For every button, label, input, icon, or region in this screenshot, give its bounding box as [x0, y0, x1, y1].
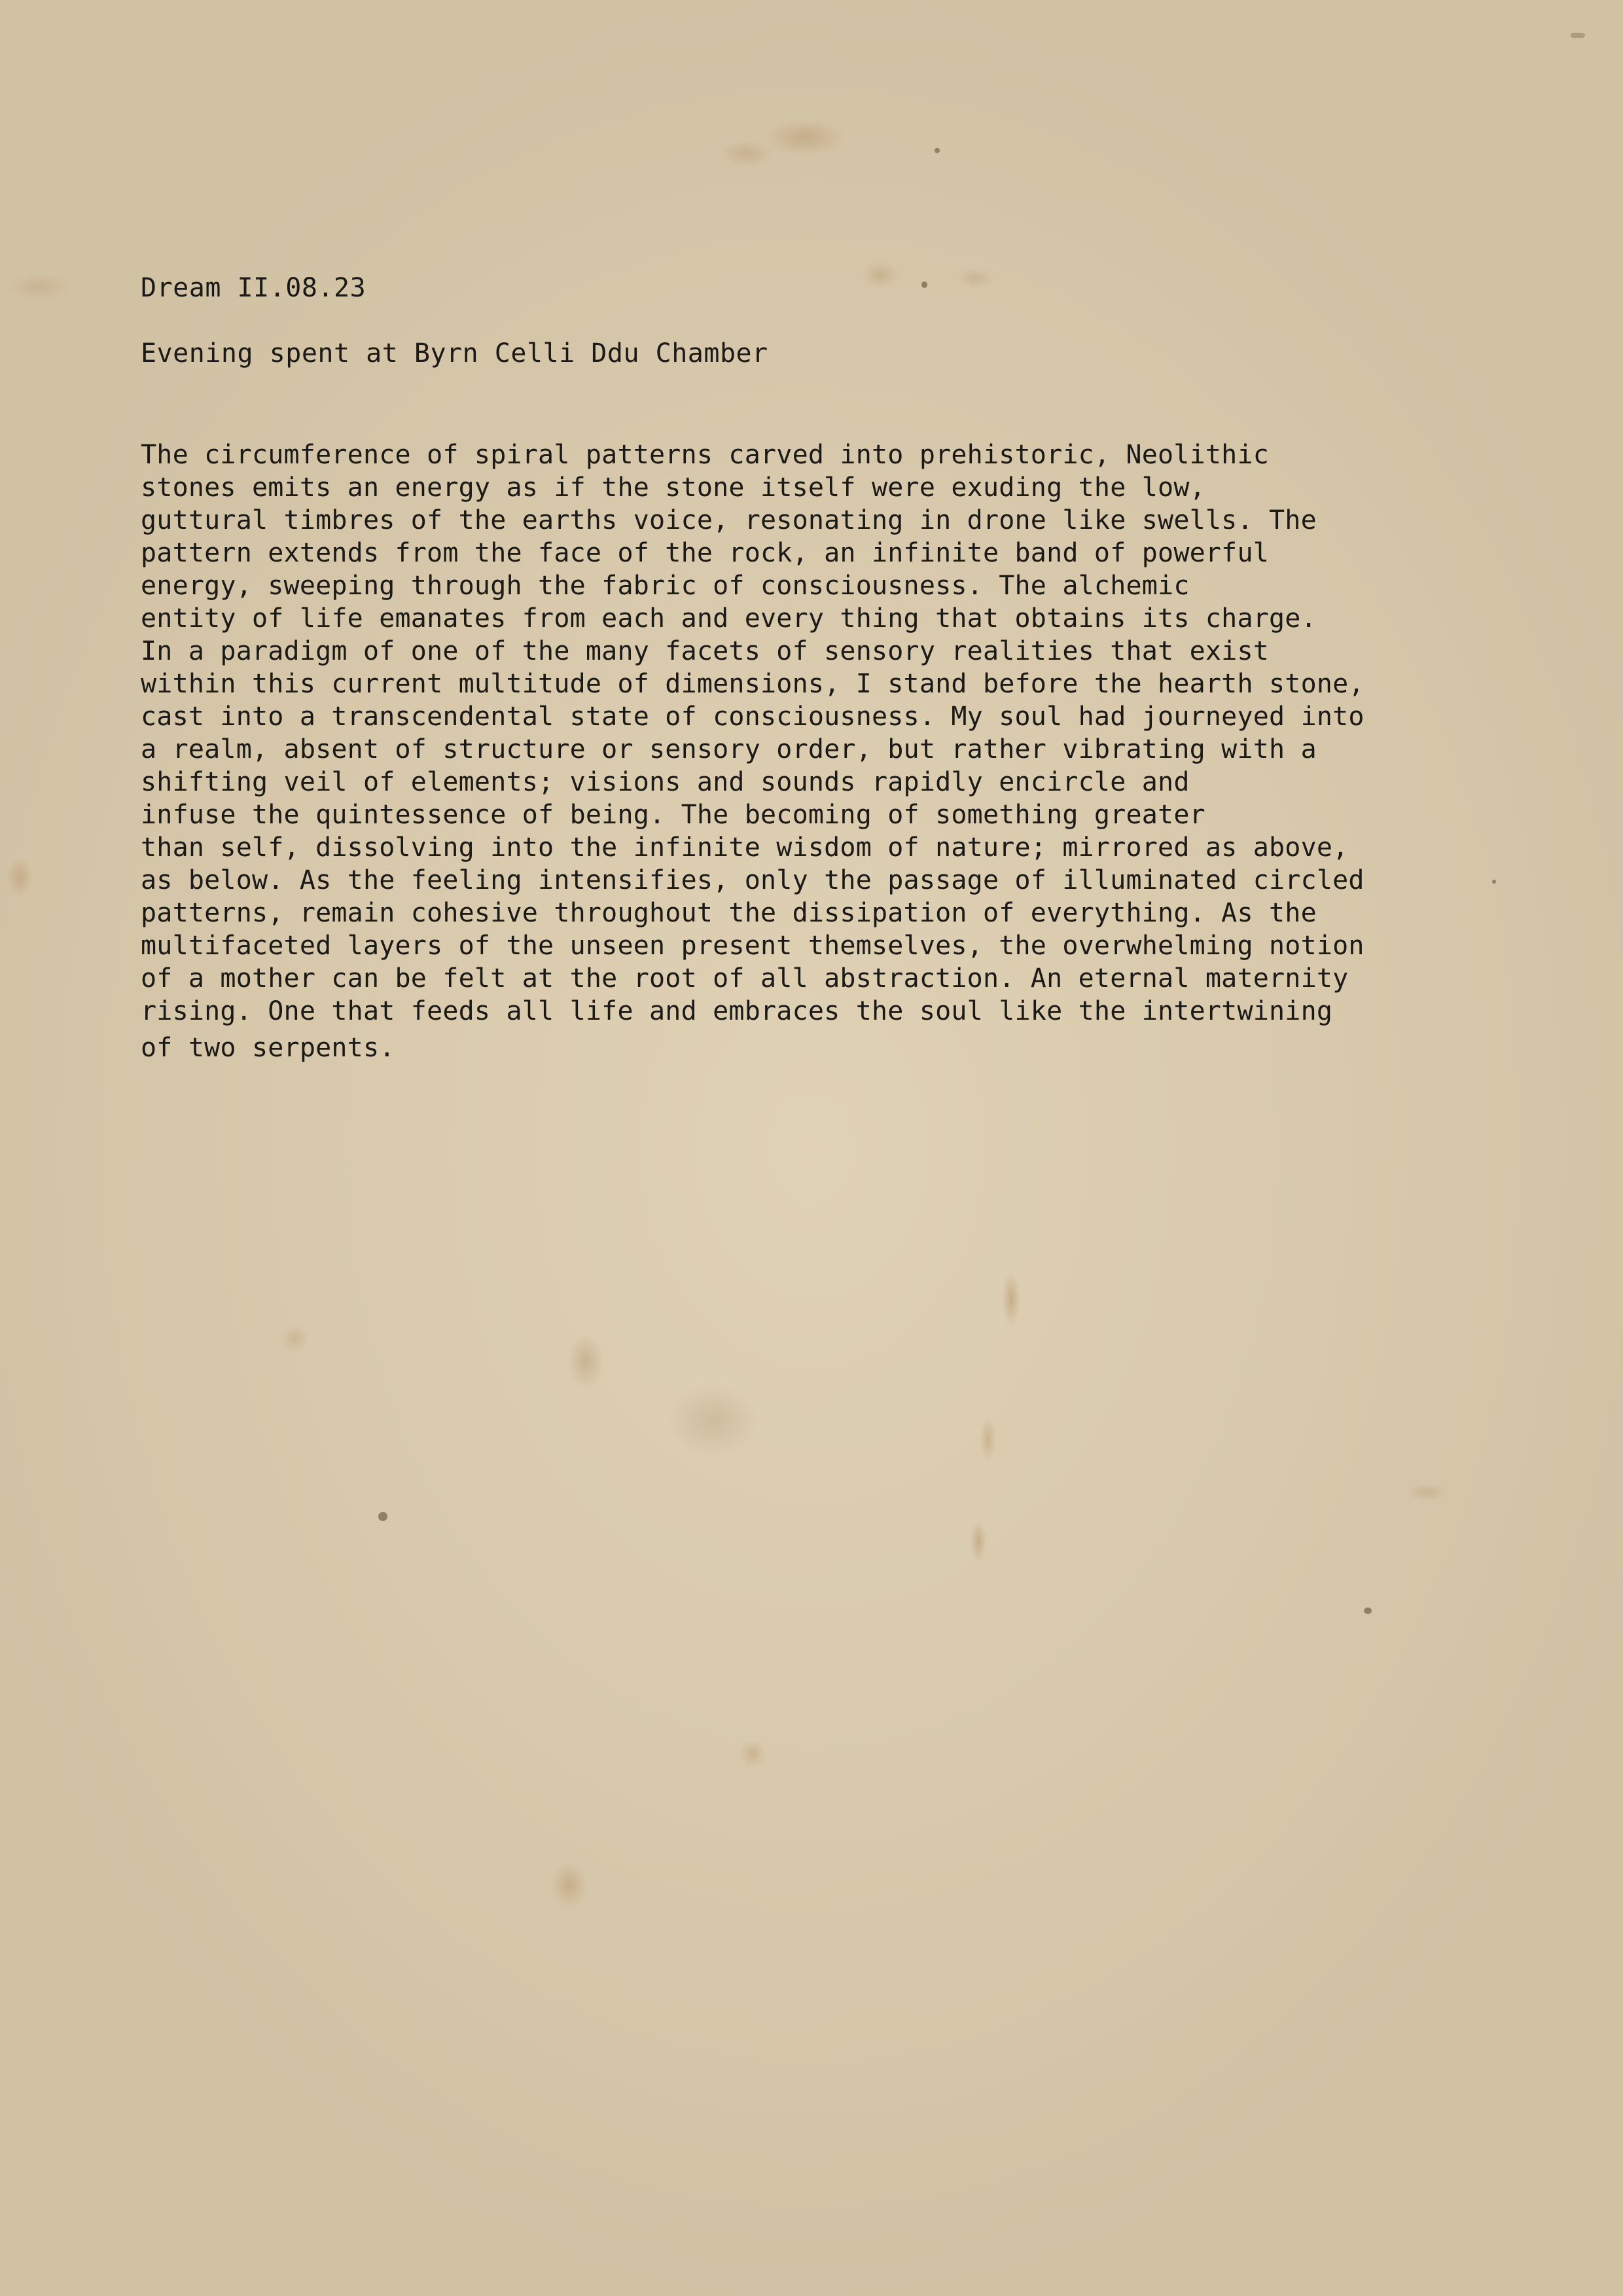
paper-speck — [921, 281, 927, 288]
body-line-4: pattern extends from the face of the rock, an infinite band of powerful — [141, 538, 1270, 568]
body-line-15: patterns, remain cohesive throughout the dissipation of everything. As the — [141, 898, 1317, 928]
paper-speck — [1364, 1607, 1372, 1614]
body-line-2: stones emits an energy as if the stone itself were exuding the low, — [141, 473, 1205, 503]
body-line-14: as below. As the feeling intensifies, only the passage of illuminated circled — [141, 865, 1364, 895]
body-line-10: a realm, absent of structure or sensory order, but rather vibrating with a — [141, 734, 1317, 764]
body-line-5: energy, sweeping through the fabric of consciousness. The alchemic — [141, 571, 1190, 601]
body-line-17: of a mother can be felt at the root of all abstraction. An eternal maternity — [141, 963, 1349, 994]
typed-text-block — [141, 268, 1515, 1064]
body-line-12: infuse the quintessence of being. The becoming of something greater — [141, 800, 1205, 830]
body-line-3: guttural timbres of the earths voice, resonating in drone like swells. The — [141, 505, 1317, 535]
body-line-18: rising. One that feeds all life and embraces the soul like the intertwining — [141, 996, 1333, 1026]
body-line-7: In a paradigm of one of the many facets of sensory realities that exist — [141, 636, 1270, 666]
body-line-8: within this current multitude of dimensions, I stand before the hearth stone, — [141, 669, 1364, 699]
paper-speck — [1571, 33, 1585, 38]
body-line-13: than self, dissolving into the infinite wisdom of nature; mirrored as above, — [141, 833, 1349, 863]
dream-title: Dream II.08.23 — [141, 273, 366, 303]
body-line-9: cast into a transcendental state of consciousness. My soul had journeyed into — [141, 702, 1364, 732]
body-paragraph — [141, 439, 1515, 1064]
body-line-19: of two serpents. — [141, 1033, 395, 1063]
body-line-16: multifaceted layers of the unseen present themselves, the overwhelming notion — [141, 931, 1364, 961]
body-line-1: The circumference of spiral patterns carved into prehistoric, Neolithic — [141, 440, 1270, 470]
paper-speck — [378, 1512, 387, 1521]
body-line-11: shifting veil of elements; visions and sounds rapidly encircle and — [141, 767, 1190, 797]
paper-speck — [1492, 880, 1496, 884]
paper-speck — [935, 148, 940, 153]
location-line: Evening spent at Byrn Celli Ddu Chamber — [141, 338, 768, 368]
body-line-6: entity of life emanates from each and every thing that obtains its charge. — [141, 603, 1317, 634]
